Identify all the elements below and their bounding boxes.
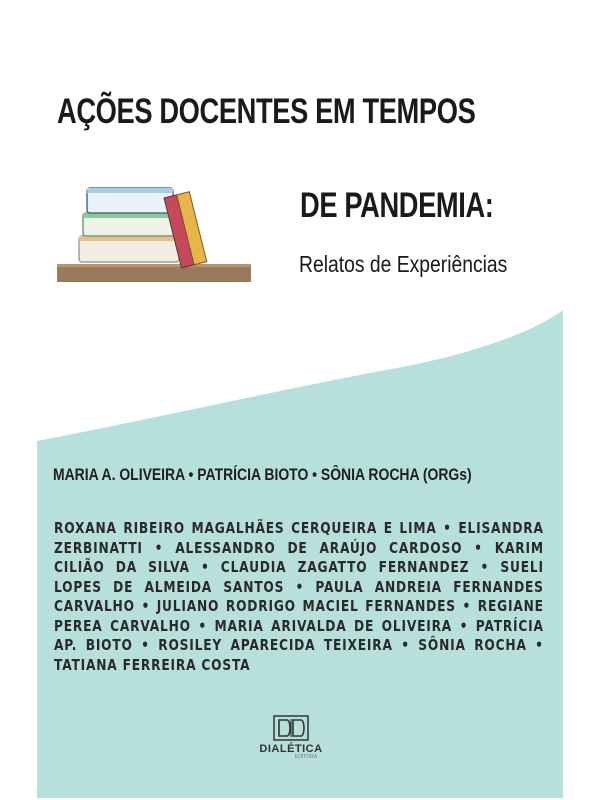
- publisher-subtitle: EDITORA: [294, 754, 318, 760]
- book-cover: [37, 8, 563, 798]
- books-illustration: [57, 178, 257, 288]
- organizers: MARIA A. OLIVEIRA • PATRÍCIA BIOTO • SÔNIA ROCHA (ORGs): [53, 465, 472, 484]
- publisher-logo-icon: [273, 715, 309, 741]
- title-line-1: AÇÕES DOCENTES EM TEMPOS: [57, 92, 476, 131]
- publisher-logo: [251, 715, 331, 775]
- title-line-2: DE PANDEMIA:: [300, 186, 494, 225]
- publisher-name: DIALÉTICA: [259, 743, 323, 755]
- subtitle: Relatos de Experiências: [299, 251, 508, 277]
- authors-list: ROXANA RIBEIRO MAGALHÃES CERQUEIRA E LIMA • ELISANDRA ZERBINATTI • ALESSANDRO DE ARAÚJO CARDOSO • KARIM CILIÃO DA SILVA • CLAUDIA ZAGATTO FERNANDEZ • SUELI LOPES DE ALMEIDA SANTOS • PAULA ANDREIA FERNANDES CARVALHO • JULIANO RODRIGO MACIEL FERNANDES • REGIANE PEREA CARVALHO • MARIA ARIVALDA DE OLIVEIRA • PATRÍCIA AP. BIOTO • ROSILEY APARECIDA TEIXEIRA • SÔNIA ROCHA • TATIANA FERREIRA COSTA: [54, 519, 544, 674]
